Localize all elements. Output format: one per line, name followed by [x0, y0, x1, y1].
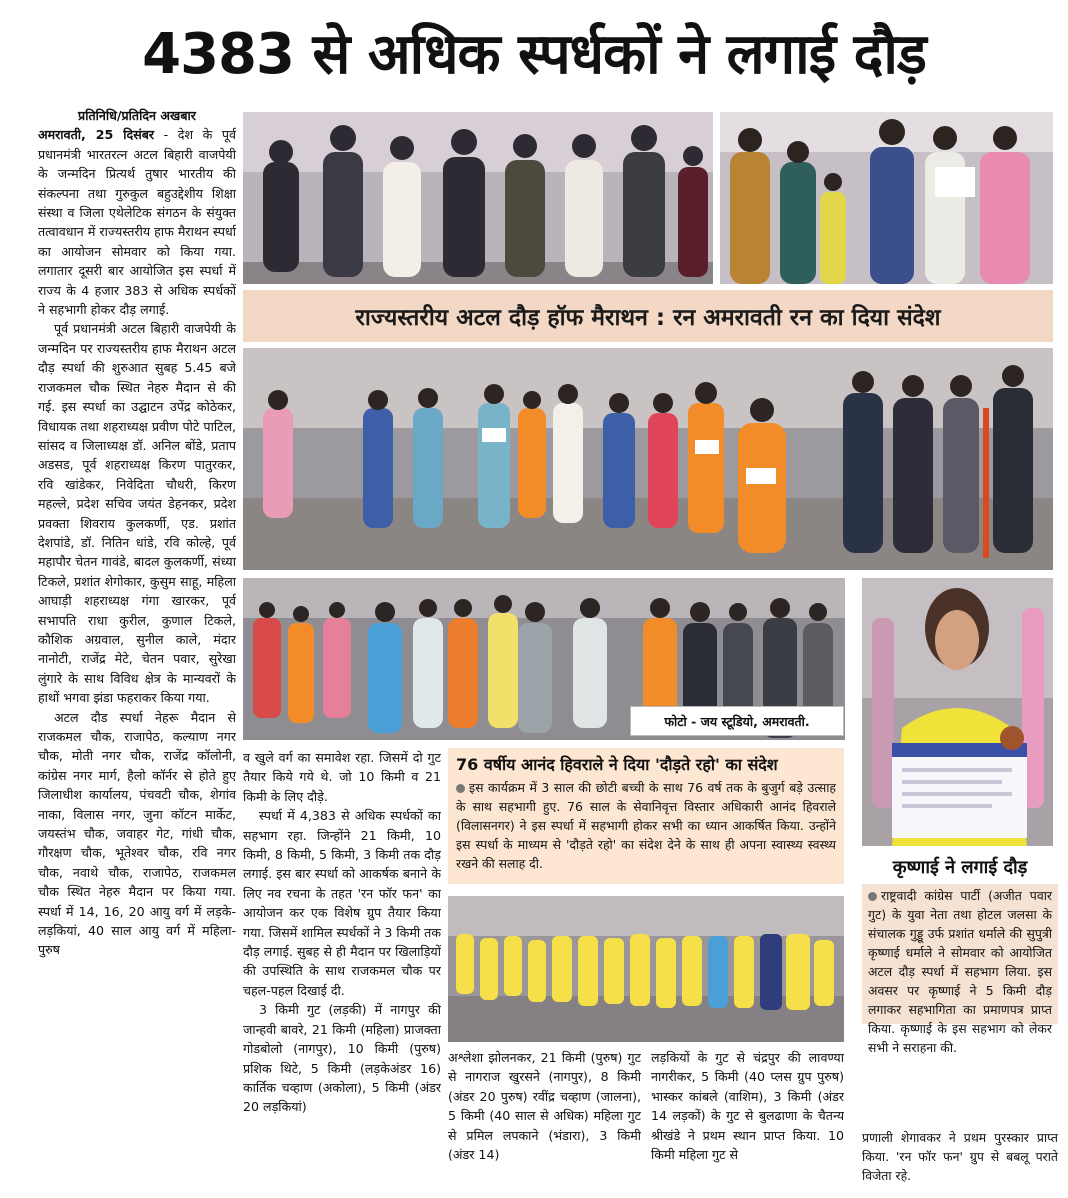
- article-column-4: [651, 1048, 844, 1192]
- krishnai-photo: [862, 578, 1053, 846]
- article-column-3: [448, 1048, 641, 1192]
- article-column-1: [38, 106, 236, 1192]
- krishnai-body: राष्ट्रवादी कांग्रेस पार्टी (अजीत पवार गुट) के युवा नेता तथा होटल जलसा के संचालक गुड्डू उर्फ प्रशांत धर्माले की सुपुत्री कृष्णाई धर्माले ने सोमवार को आयोजित अटल दौड़ स्पर्धा में सहभाग लिया. इस अवसर पर कृष्णाई ने 5 किमी दौड़ लगाकर सहभागिता का प्रमाणपत्र प्राप्त किया. कृष्णाई के इस सहभाग को लेकर सभी ने सराहना की.: [868, 888, 1052, 1055]
- subheadline-banner: राज्यस्तरीय अटल दौड़ हॉफ मैराथन : रन अमरावती रन का दिया संदेश: [243, 290, 1053, 342]
- bullet-icon: [456, 784, 465, 793]
- ceremony-photo-right: [720, 112, 1053, 284]
- dateline: अमरावती, 25 दिसंबर: [38, 127, 155, 143]
- prize-note: प्रणाली शेगावकर ने प्रथम पुरस्कार प्राप्त किया. 'रन फॉर फन' ग्रुप से बबलू पराते विजेता रहे.: [862, 1130, 1058, 1183]
- race-photo-yellow: [448, 896, 844, 1042]
- race-photo-main: [243, 348, 1053, 570]
- krishnai-heading: कृष्णाई ने लगाई दौड़: [892, 857, 1028, 878]
- paragraph: लड़कियों के गुट से चंद्रपुर की लावण्या नागरीकर, 5 किमी (40 प्लस ग्रुप पुरुष) भास्कर कांबले (वाशिम), 3 किमी (अंडर 14 लड़कों) के गुट से बुलढाणा के चैतन्य श्रीखंडे ने प्रथम स्थान प्राप्त किया. 10 किमी महिला गुट से: [651, 1050, 844, 1163]
- paragraph: अटल दौड स्पर्धा नेहरू मैदान से राजकमल चौक, राजापेठ, कल्याण नगर चौक, मोती नगर चौक, राजेंद्र कॉलोनी, कांग्रेस नगर मार्ग, हैलो कॉर्नर से होते हुए जिलाधीश कार्यालय, पंचवटी चौक, शेगांव नाका, विलास नगर, जुना कॉटन मार्केट, जयस्तंभ चौक, जवाहर गेट, गांधी चौक, गौरक्षण चौक, भूतेश्वर चौक, रवि नगर चौक, नवाथे चौक, राजापेठ, राजकमल चौक स्थित नेहरु मैदान पर किया गया. स्पर्धा में 14, 16, 20 आयु वर्ग में लड़के-लड़कियां, 40 साल आयु वर्ग में महिला-पुरुष: [38, 709, 236, 958]
- paragraph: स्पर्धा में 4,383 से अधिक स्पर्धकों का सहभाग रहा. जिन्होंने 21 किमी, 10 किमी, 8 किमी, 5 किमी, 3 किमी तक दौड़ लगाई. इस बार स्पर्धा को आकर्षक बनाने के लिए नव रचना के तहत 'रन फॉर फन' का आयोजन कर एक विशेष ग्रुप तैयार किया गया. जिसमें शामिल स्पर्धकों ने 3 किमी तक दौड़ लगाई. सुबह से ही मैदान पर खिलाड़ियों की उपस्थिति के साथ राजकमल चौक पर चहल-पहल दिखाई दी.: [243, 808, 441, 998]
- bullet-icon: [868, 892, 877, 901]
- box-body: इस कार्यक्रम में 3 साल की छोटी बच्ची के साथ 76 वर्ष तक के बुजुर्ग बड़े उत्साह के साथ सहभागी हुए. 76 साल के सेवानिवृत्त विस्तार अधिकारी आनंद हिवराले (विलासनगर) ने इस स्पर्धा में सहभागी होकर सभी का ध्यान आकर्षित किया. उन्होंने इस स्पर्धा के माध्यम से 'दौड़ते रहो' का संदेश देने के साथ ही अपना स्वास्थ्य स्वस्थ्य रखने की सलाह दी.: [456, 780, 836, 871]
- article-column-2: [243, 748, 441, 1192]
- paragraph: पूर्व प्रधानमंत्री अटल बिहारी वाजपेयी के जन्मदिन पर राज्यस्तरीय हाफ मैराथन अटल दौड़ स्पर्धा की शुरुआत सुबह 5.45 बजे राजकमल चौक स्थित नेहरु मैदान से की गई. इस स्पर्धा का उद्घाटन उपेंद्र कोठेकर, विधायक तथा शहराध्यक्ष प्रवीण पोटे पाटिल, सांसद व जिलाध्यक्ष डॉ. अनिल बोंडे, प्रताप अडसड, पूर्व शहराध्यक्ष किरण पातुरकर, रवि खांडेकर, निवेदिता चौधरी, किरण महल्ले, प्रदेश सचिव जयंत डेहनकर, प्रदेश प्रवक्ता शिवराय कुलकर्णी, एड. प्रशांत देशपांडे, डॉ. नितिन धांडे, रवि कोल्हे, पूर्व महापौर चेतन गावंडे, बादल कुलकर्णी, संध्या टिकले, प्रशांत शेगोकार, कुसुम साहू, महिला आघाड़ी शहराध्यक्ष गंगा खारकर, पूर्व सभापति राधा कुरील, कुणाल टिकले, कौशिक अग्रवाल, सुनील काले, मंदार नानोटी, राजेंद्र मेटे, चेतन पवार, सुरेखा लुंगारे के साथ विविध क्षेत्र के मान्यवरों के हाथों भगवा झंडा फहराकर किया गया.: [38, 321, 236, 706]
- ceremony-photo-left: [243, 112, 713, 284]
- paragraph: - देश के पूर्व प्रधानमंत्री भारतरत्न अटल बिहारी वाजपेयी के जन्मदिन प्रित्यर्थ तुषार भारतीय की संकल्पना तथा गुरुकुल बहुउद्देशीय शिक्षा संस्था व जिला एथेलेटिक संगठन के संयुक्त तत्वावधान में राज्यस्तरीय हाफ मैराथन स्पर्धा का आयोजन सोमवार को किया गया. लगातार दूसरी बार आयोजित इस स्पर्धा में राज्य के 4 हजार 383 से अधिक स्पर्धकों ने सहभागी होकर दौड़ लगाई.: [38, 127, 236, 318]
- box-title: 76 वर्षीय आनंद हिवराले ने दिया 'दौड़ते रहो' का संदेश: [456, 755, 778, 774]
- paragraph: अश्लेशा झोलनकर, 21 किमी (पुरुष) गुट से नागराज खुरसने (नागपुर), 8 किमी (अंडर 20 पुरुष) रवींद्र चव्हाण (जालना), 5 किमी (40 साल से अधिक) महिला गुट से प्रमिल लपकाने (भंडारा), 3 किमी (अंडर 14): [448, 1050, 641, 1163]
- byline: प्रतिनिधि/प्रतिदिन अखबार: [78, 108, 196, 123]
- headline: 4383 से अधिक स्पर्धकों ने लगाई दौड़: [142, 22, 926, 87]
- photo-credit: फोटो - जय स्टूडियो, अमरावती.: [630, 706, 844, 736]
- krishnai-box: [862, 884, 1058, 1055]
- paragraph: 3 किमी गुट (लड़की) में नागपुर की जान्हवी बावरे, 21 किमी (महिला) प्राजक्ता गोडबोलो (नागपुर), 10 किमी (पुरुष) प्रशिक थिटे, 5 किमी (लड़केअंडर 16) कार्तिक चव्हाण (अकोला), 5 किमी (अंडर 20 लड़कियां): [243, 1002, 441, 1115]
- sidebar-box-anand: [448, 748, 844, 884]
- paragraph: व खुले वर्ग का समावेश रहा. जिसमें दो गुट तैयार किये गये थे. जो 10 किमी व 21 किमी के लिए दौड़े.: [243, 750, 441, 804]
